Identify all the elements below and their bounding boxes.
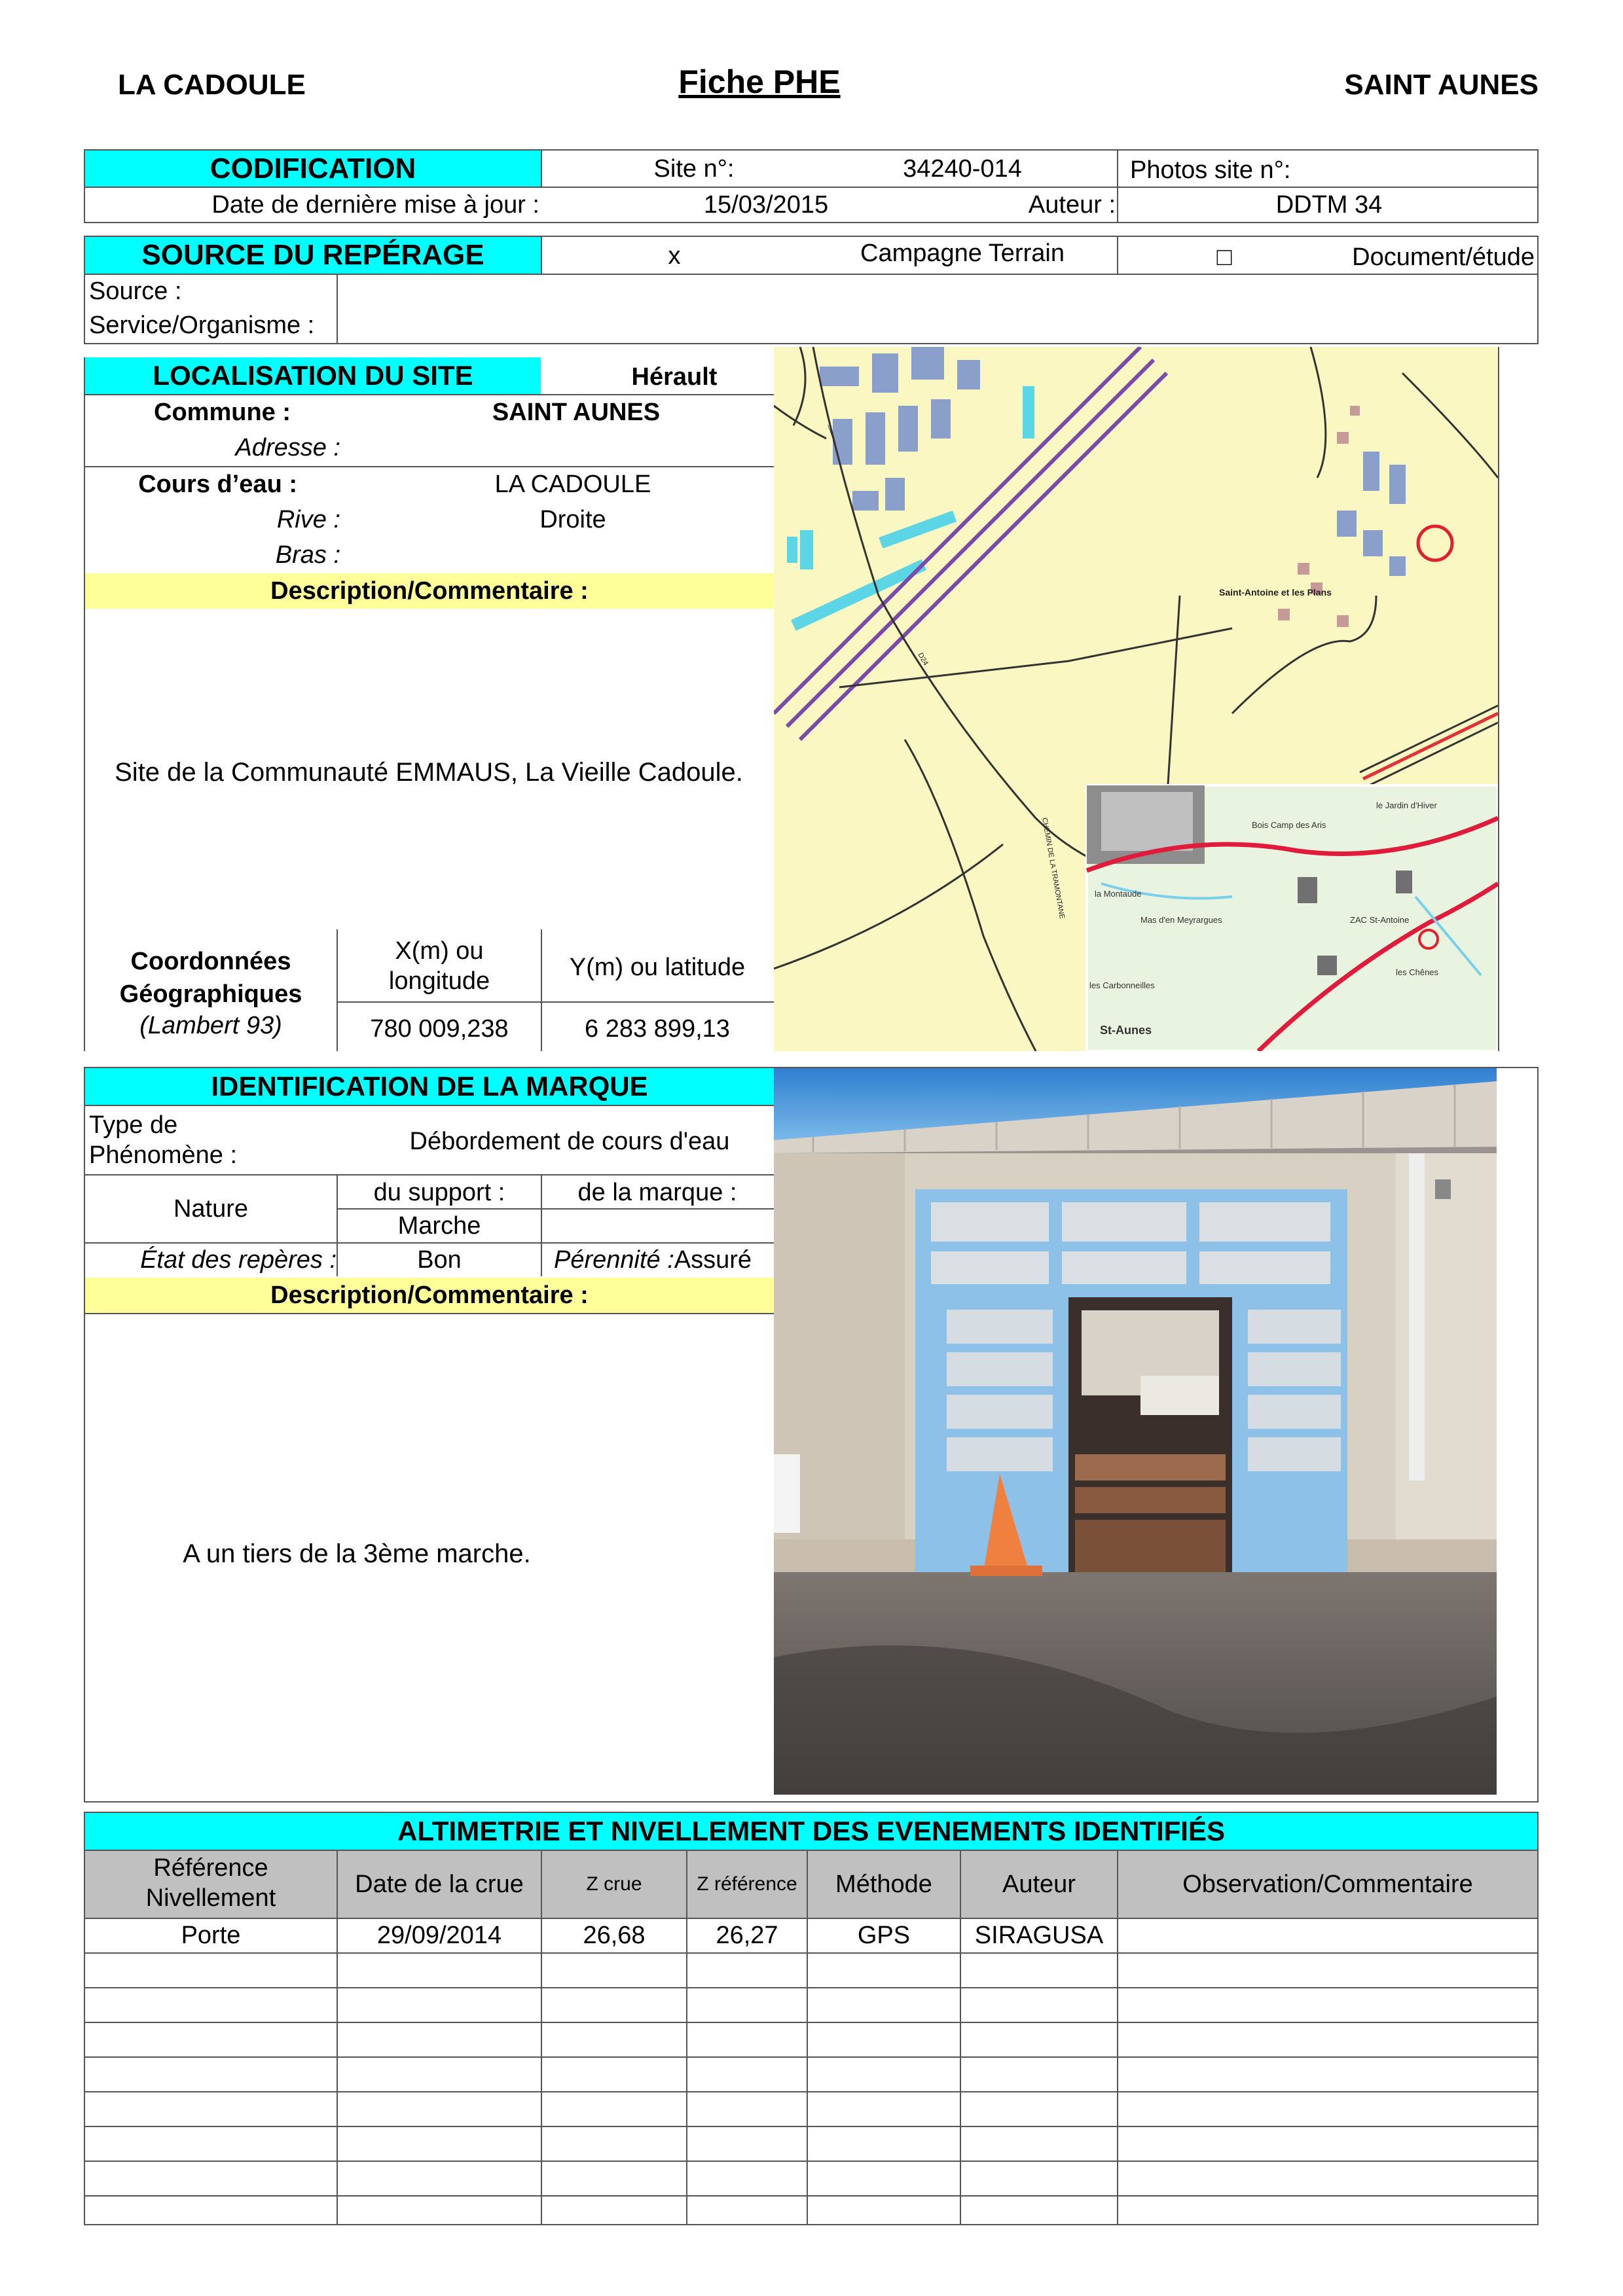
codification-title: CODIFICATION bbox=[85, 151, 541, 187]
inset-label-st-aunes: St-Aunes bbox=[1100, 1024, 1152, 1037]
photos-site-label: Photos site n°: bbox=[1130, 156, 1291, 184]
identification-title: IDENTIFICATION DE LA MARQUE bbox=[85, 1068, 774, 1105]
campagne-terrain-label: Campagne Terrain bbox=[860, 239, 1065, 267]
map-label-plans: Saint-Antoine et les Plans bbox=[1219, 587, 1332, 598]
map-label-road: D24 bbox=[916, 651, 930, 667]
identification-description-text: A un tiers de la 3ème marche. bbox=[183, 1539, 531, 1568]
source-title: SOURCE DU REPÉRAGE bbox=[85, 237, 541, 274]
update-date-value: 15/03/2015 bbox=[703, 190, 829, 219]
bras-label: Bras : bbox=[275, 541, 340, 569]
col-ref-header-line2: Nivellement bbox=[145, 1884, 276, 1912]
coord-label-line1: Coordonnées bbox=[130, 947, 291, 975]
site-photo[interactable] bbox=[774, 1068, 1497, 1795]
inset-label-carbonneilles: les Carbonneilles bbox=[1089, 980, 1155, 990]
service-label: Service/Organisme : bbox=[89, 311, 315, 339]
perennite-field bbox=[550, 1244, 774, 1276]
photo-drawing bbox=[774, 1068, 1497, 1795]
update-date-label: Date de dernière mise à jour : bbox=[211, 190, 539, 219]
page-title: Fiche PHE bbox=[678, 63, 841, 100]
support-label: du support : bbox=[373, 1178, 505, 1206]
col-ref-header-line1: Référence bbox=[153, 1854, 268, 1882]
localisation-description-text: Site de la Communauté EMMAUS, La Vieille Cadoule. bbox=[115, 757, 743, 787]
rive-value: Droite bbox=[539, 505, 606, 533]
departement-value: Hérault bbox=[631, 363, 718, 391]
inset-label-chenes: les Chênes bbox=[1396, 967, 1439, 977]
row1-obs bbox=[1118, 1919, 1537, 1952]
type-phenomene-label-1: Type de bbox=[89, 1111, 178, 1139]
altimetrie-title: ALTIMETRIE ET NIVELLEMENT DES EVENEMENTS IDENTIFIÉS bbox=[85, 1813, 1537, 1850]
location-map[interactable] bbox=[774, 347, 1498, 1051]
commune-label: Commune : bbox=[154, 398, 291, 426]
y-label: Y(m) ou latitude bbox=[569, 953, 746, 981]
inset-label-meyrargues: Mas d'en Meyrargues bbox=[1140, 915, 1222, 925]
col-date-header: Date de la crue bbox=[355, 1870, 524, 1898]
source-label: Source : bbox=[89, 277, 182, 305]
support-value: Marche bbox=[397, 1211, 481, 1240]
identification-description-title: Description/Commentaire : bbox=[85, 1278, 774, 1313]
inset-label-jardin: le Jardin d'Hiver bbox=[1376, 800, 1437, 810]
header-left: LA CADOULE bbox=[118, 69, 306, 101]
terrain-checkbox[interactable]: x bbox=[668, 242, 681, 270]
map-drawing bbox=[774, 347, 1498, 1051]
commune-value: SAINT AUNES bbox=[492, 398, 661, 426]
coord-label-line2: Géographiques bbox=[119, 980, 302, 1008]
col-zref-header: Z référence bbox=[697, 1873, 797, 1895]
col-auteur-header: Auteur bbox=[1002, 1870, 1076, 1898]
row1-auteur: SIRAGUSA bbox=[974, 1922, 1104, 1949]
row1-zcrue: 26,68 bbox=[583, 1922, 646, 1949]
auteur-value: DDTM 34 bbox=[1275, 190, 1383, 219]
photos-site-value bbox=[1388, 153, 1532, 187]
inset-label-camp: Bois Camp des Aris bbox=[1252, 820, 1326, 830]
x-value: 780 009,238 bbox=[370, 1014, 509, 1043]
x-label-line1: X(m) ou bbox=[395, 937, 484, 965]
inset-label-zac: ZAC St-Antoine bbox=[1350, 915, 1410, 925]
header-right: SAINT AUNES bbox=[1344, 69, 1539, 101]
col-zcrue-header: Z crue bbox=[586, 1873, 642, 1895]
inset-label-montaud: la Montaude bbox=[1095, 889, 1142, 899]
cours-eau-label: Cours d’eau : bbox=[138, 470, 297, 498]
rive-label: Rive : bbox=[276, 505, 340, 533]
perennite-label: Pérennité : bbox=[554, 1246, 674, 1274]
site-number-value: 34240-014 bbox=[903, 154, 1022, 183]
adresse-label: Adresse : bbox=[235, 433, 340, 461]
inset-map bbox=[1087, 785, 1498, 1051]
col-methode-header: Méthode bbox=[835, 1870, 932, 1898]
etat-reperes-value: Bon bbox=[417, 1246, 462, 1274]
row1-methode: GPS bbox=[857, 1922, 911, 1949]
col-obs-header: Observation/Commentaire bbox=[1182, 1870, 1473, 1898]
document-checkbox[interactable]: □ bbox=[1216, 243, 1232, 271]
localisation-title: LOCALISATION DU SITE bbox=[85, 357, 541, 394]
auteur-label: Auteur : bbox=[1028, 190, 1116, 219]
y-value: 6 283 899,13 bbox=[585, 1014, 730, 1043]
type-phenomene-value: Débordement de cours d'eau bbox=[409, 1127, 730, 1155]
type-phenomene-label-2: Phénomène : bbox=[89, 1141, 238, 1169]
etat-reperes-label: État des repères : bbox=[140, 1246, 337, 1274]
document-etude-label: Document/étude bbox=[1352, 243, 1535, 271]
row1-date: 29/09/2014 bbox=[376, 1922, 502, 1949]
nature-label: Nature bbox=[173, 1194, 249, 1223]
svg-text:———: ——— bbox=[824, 423, 839, 447]
localisation-description-title: Description/Commentaire : bbox=[85, 573, 774, 609]
site-number-label: Site n°: bbox=[653, 154, 735, 183]
coord-label-line3: (Lambert 93) bbox=[139, 1011, 282, 1039]
cours-eau-value: LA CADOULE bbox=[494, 470, 651, 498]
marque-label: de la marque : bbox=[577, 1178, 737, 1206]
row1-ref: Porte bbox=[181, 1922, 241, 1949]
perennite-value: Assuré bbox=[674, 1246, 752, 1274]
x-label-line2: longitude bbox=[388, 967, 490, 995]
map-label-chemin: CHEMIN DE LA TRAMONTANE bbox=[1040, 817, 1067, 920]
row1-zref: 26,27 bbox=[716, 1922, 778, 1949]
